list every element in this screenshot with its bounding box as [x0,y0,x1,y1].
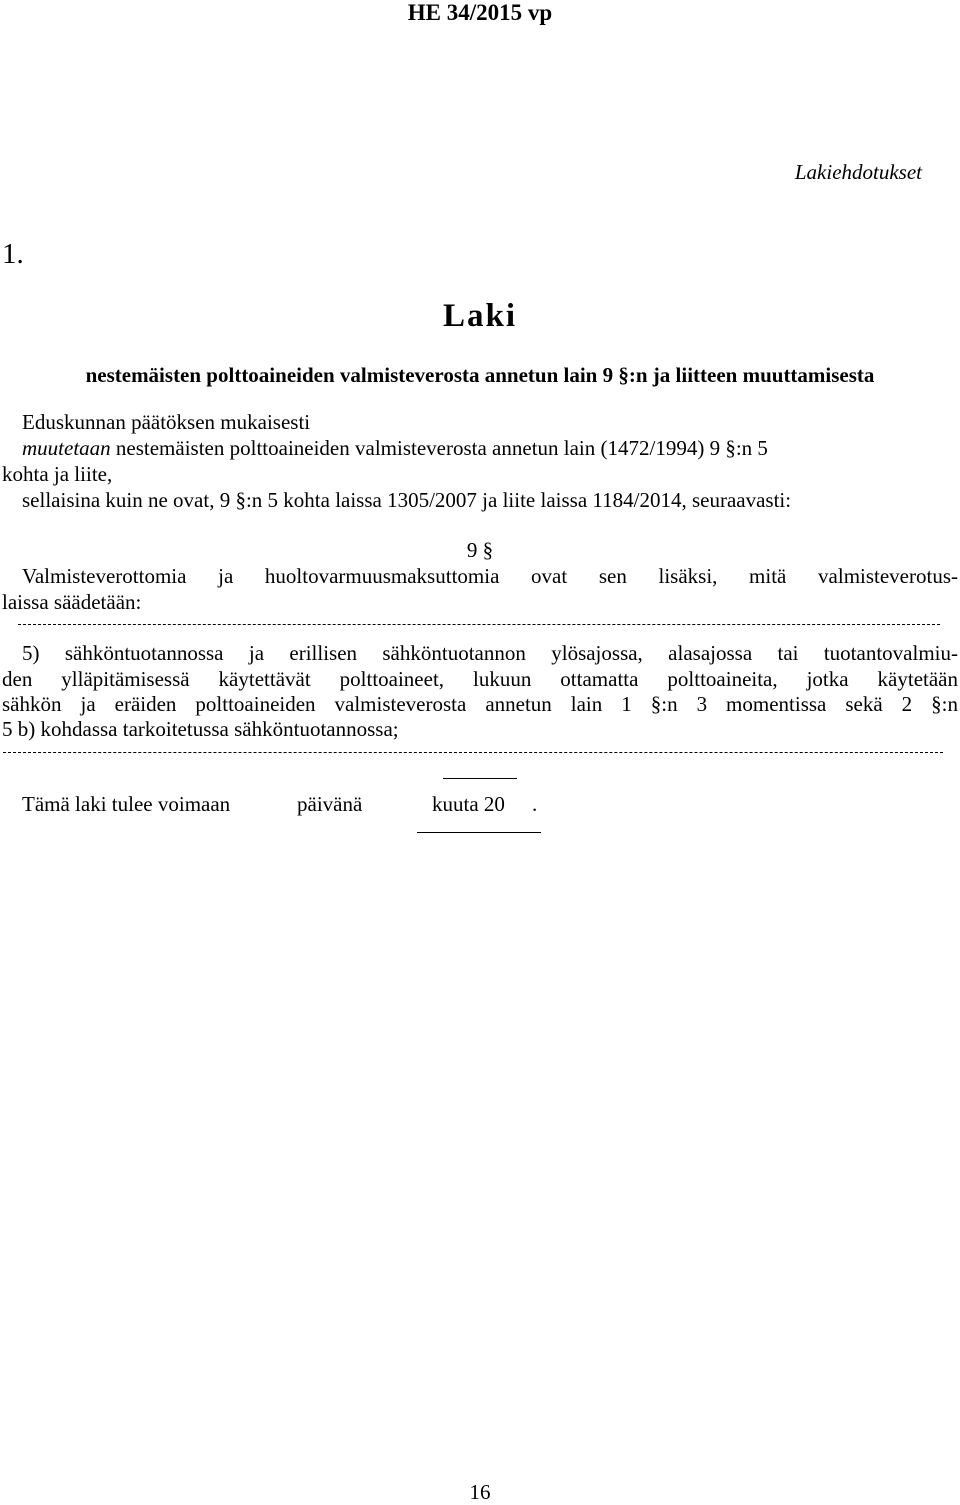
item-5-line-4: 5 b) kohdassa tarkoitetussa sähköntuotannossa; [2,717,399,741]
preamble-line-3: kohta ja liite, [2,462,113,486]
item-5-line-2: den ylläpitämisessä käytettävät polttoaineet, lukuun ottamatta polttoaineita, jotka käytetään [2,667,958,691]
preamble-line-4: sellaisina kuin ne ovat, 9 §:n 5 kohta laissa 1305/2007 ja liite laissa 1184/2014, seuraavasti: [22,488,792,512]
section-heading: 9 § [466,538,494,562]
law-end-rule [417,832,541,833]
preamble-line-2 [22,436,768,461]
omission-line [3,752,943,755]
entry-into-force-day-label: päivänä [297,792,363,816]
law-subtitle: nestemäisten polttoaineiden valmisteverosta annetun lain 9 §:n ja liitteen muuttamisesta [85,363,875,387]
section-end-rule [443,778,517,779]
document-id: HE 34/2015 vp [407,0,553,25]
law-title: Laki [442,298,518,334]
section-title: Lakiehdotukset [794,160,922,184]
law-number: 1. [2,238,24,270]
preamble-keyword: muutetaan [22,436,111,460]
omission-line [18,624,940,627]
entry-into-force-period: . [532,792,538,816]
section-text-line-2: laissa säädetään: [2,590,142,614]
item-5-line-3: sähkön ja eräiden polttoaineiden valmisteverosta annetun lain 1 §:n 3 momentissa sekä 2 §:n [2,692,958,716]
preamble-line-2-text: nestemäisten polttoaineiden valmisteverosta annetun lain (1472/1994) 9 §:n 5 [110,436,768,460]
section-text-line-1: Valmisteverottomia ja huoltovarmuusmaksuttomia ovat sen lisäksi, mitä valmisteverotus- [22,564,958,588]
entry-into-force-month-label: kuuta 20 [432,792,505,816]
item-5-line-1: 5) sähköntuotannossa ja erillisen sähköntuotannon ylösajossa, alasajossa tai tuotantovalmiu- [22,641,958,665]
page-number: 16 [469,1480,491,1504]
entry-into-force-text: Tämä laki tulee voimaan [22,792,231,816]
preamble-line-1: Eduskunnan päätöksen mukaisesti [22,410,311,434]
